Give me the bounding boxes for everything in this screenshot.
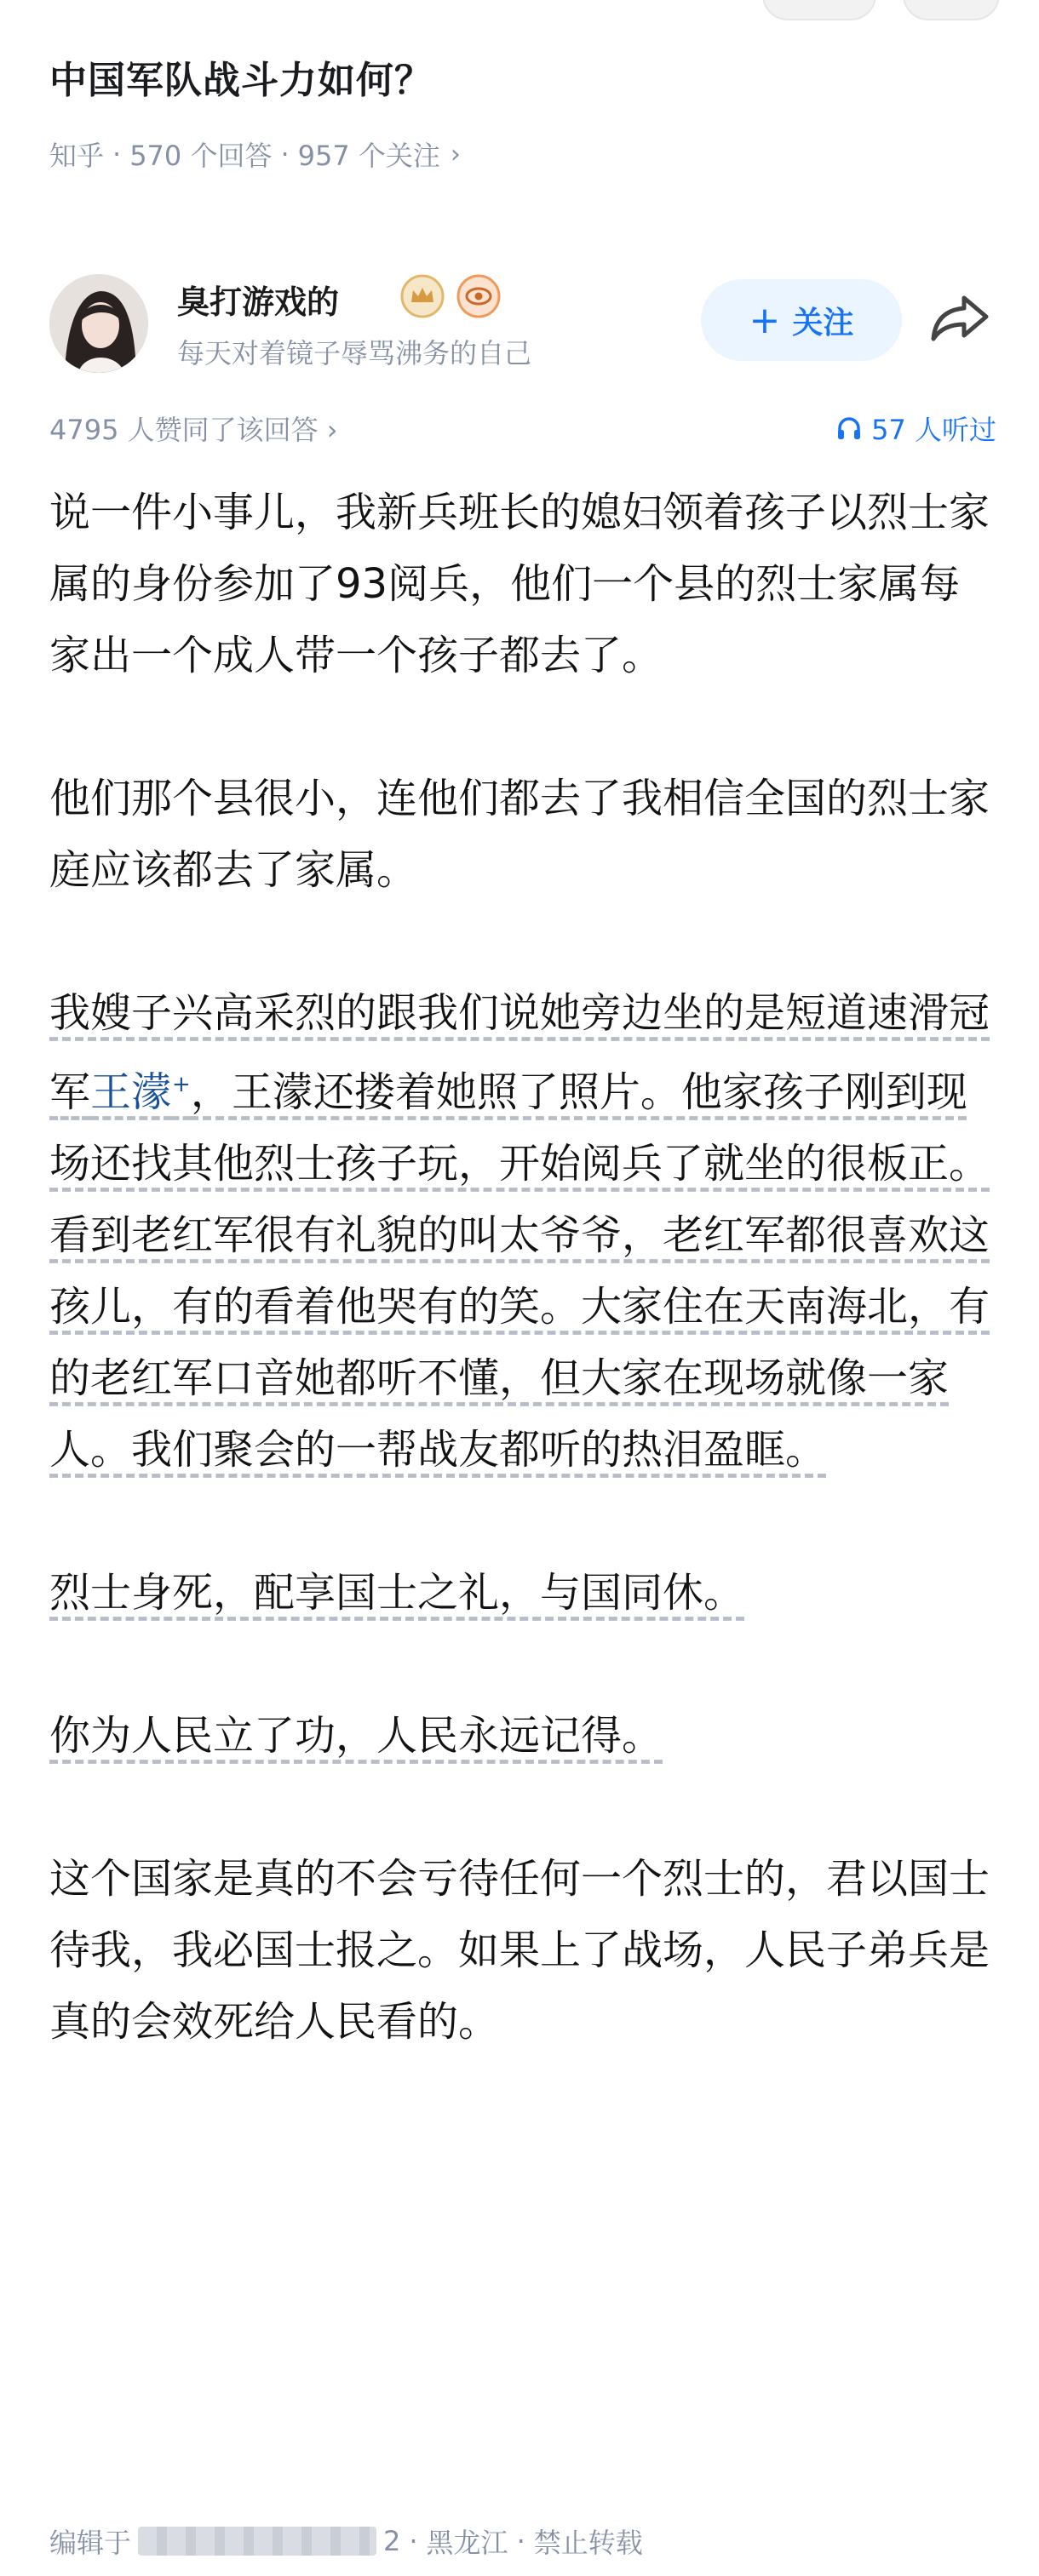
answer-footer: [49, 2522, 643, 2561]
listen-stat[interactable]: [835, 409, 996, 448]
edited-prefix: 编辑于: [49, 2527, 132, 2559]
wang-meng-link[interactable]: [90, 1068, 191, 1116]
underlined-text: 我嫂子兴高采烈的跟我们说她旁边坐的是短道速滑冠军: [49, 989, 990, 1116]
underlined-text: ，王濛还搂着她照了照片。他家孩子刚到现场还找其他烈士孩子玩，开始阅兵了就坐的很板正。看到老红军很有礼貌的叫太爷爷，老红军都很喜欢这孩儿，有的看着他哭有的笑。大家住在天南海北，有的老红军口音她都听不懂，但大家在现场就像一家人。我们聚会的一帮战友都听的热泪盈眶。: [49, 1068, 990, 1474]
paragraph-gap: [49, 1485, 996, 1557]
paragraph-gap: [49, 1629, 996, 1700]
blurred-date: [138, 2527, 376, 2556]
top-action-pill[interactable]: [903, 0, 1000, 20]
separator-dot: ·: [516, 2525, 525, 2557]
paragraph: 他们那个县很小，连他们都去了我相信全国的烈士家庭应该都去了家属。: [49, 775, 990, 894]
paragraph-gap: [49, 1772, 996, 1843]
eye-badge-icon[interactable]: [456, 274, 501, 318]
date-tail: 2: [383, 2525, 401, 2557]
headphones-icon: [835, 415, 863, 442]
follow-button[interactable]: [701, 279, 902, 361]
link-marker: +: [172, 1072, 191, 1097]
underlined-text: 你为人民立了功，人民永远记得。: [49, 1712, 663, 1760]
paragraph-highlighted: [49, 1557, 996, 1629]
separator-dot: ·: [409, 2525, 418, 2557]
author-card: [49, 274, 1003, 376]
follower-count: 957 个关注: [297, 140, 440, 172]
question-title[interactable]: 中国军队战斗力如何？: [49, 59, 433, 102]
answer-count: 570 个回答: [129, 140, 273, 172]
chevron-right-icon: ›: [326, 414, 338, 446]
share-icon[interactable]: [927, 288, 995, 347]
upvote-count: 4795 人赞同了该回答: [49, 414, 319, 446]
answer-content: [49, 477, 996, 2058]
author-name[interactable]: 臭打游戏的: [177, 283, 340, 321]
plus-icon: +: [749, 298, 781, 342]
top-action-pill[interactable]: [762, 0, 876, 20]
crown-badge-icon[interactable]: [400, 274, 445, 318]
listen-count: 57 人听过: [871, 414, 996, 446]
separator-dot: ·: [112, 138, 122, 170]
avatar[interactable]: [49, 274, 148, 373]
paragraph-highlighted: [49, 977, 996, 1485]
underlined-text: 烈士身死，配享国士之礼，与国同休。: [49, 1569, 745, 1617]
paragraph: 说一件小事儿，我新兵班长的媳妇领着孩子以烈士家属的身份参加了93阅兵，他们一个县的烈士家属每家出一个成人带一个孩子都去了。: [49, 489, 990, 679]
separator-dot: ·: [280, 138, 290, 170]
chevron-right-icon: ›: [450, 139, 461, 169]
answer-stats: [49, 409, 996, 451]
source-label: 知乎: [49, 140, 105, 172]
paragraph-gap: [49, 691, 996, 763]
paragraph-highlighted: [49, 1700, 996, 1772]
link-text: 王濛: [90, 1068, 173, 1116]
follow-label: 关注: [792, 305, 854, 341]
location: 黑龙江: [426, 2527, 508, 2559]
upvote-stat[interactable]: [49, 409, 338, 448]
paragraph: 这个国家是真的不会亏待任何一个烈士的，君以国士待我，我必国士报之。如果上了战场，人民子弟兵是真的会效死给人民看的。: [49, 1855, 990, 2046]
paragraph-gap: [49, 906, 996, 977]
author-bio: 每天对着镜子辱骂沸务的自己: [177, 337, 532, 369]
question-meta[interactable]: [49, 135, 461, 174]
copyright-notice: 禁止转载: [533, 2527, 643, 2559]
